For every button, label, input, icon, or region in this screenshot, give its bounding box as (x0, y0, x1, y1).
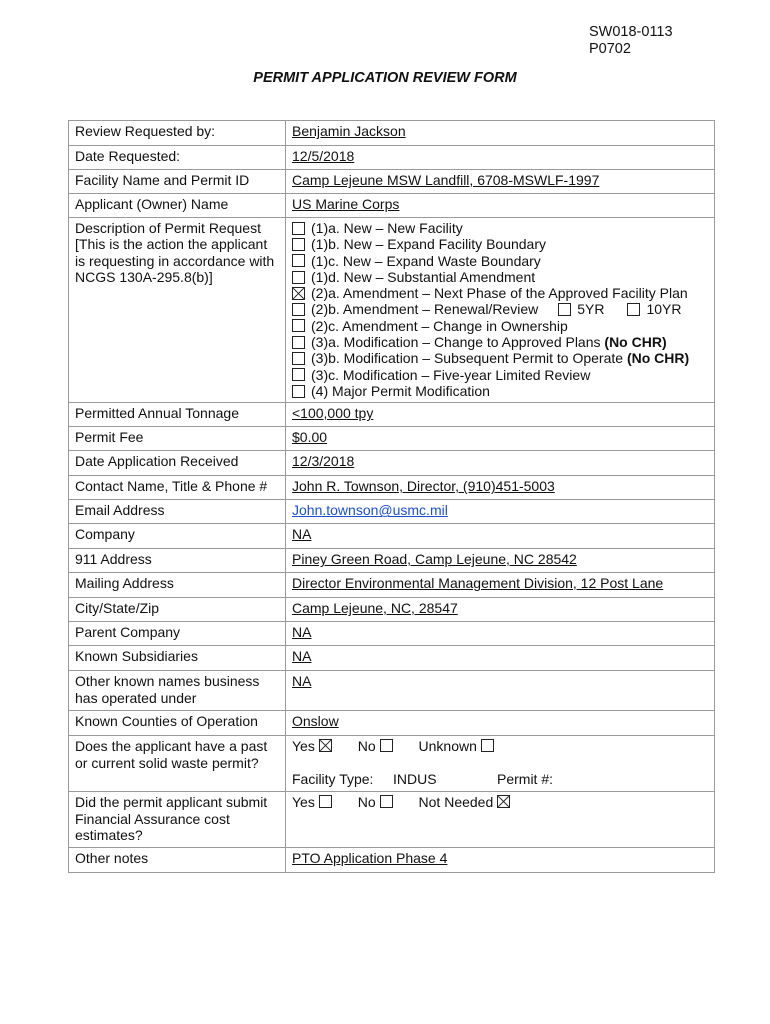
table-row (69, 573, 715, 598)
row-value (286, 524, 715, 549)
row-label: Did the permit applicant submit Financial Assurance cost estimates? (69, 792, 286, 848)
option-10yr-label: 10YR (646, 301, 682, 318)
permit-option-label: (1)b. New – Expand Facility Boundary (311, 236, 546, 253)
table-row (69, 622, 715, 646)
row-value (286, 549, 715, 573)
row-label: 911 Address (69, 549, 286, 573)
other-names-value: NA (292, 673, 312, 690)
option-5yr-label: 5YR (577, 301, 605, 318)
row-value (286, 646, 715, 671)
row-label: Known Subsidiaries (69, 646, 286, 671)
permit-option-label: (3)c. Modification – Five-year Limited Review (311, 366, 591, 383)
permit-option-8[interactable] (292, 334, 708, 350)
mailing-address-value: Director Environmental Management Division, 12 Post Lane (292, 575, 664, 592)
row-label: Date Application Received (69, 451, 286, 476)
row-label: Parent Company (69, 622, 286, 646)
row-label: Contact Name, Title & Phone # (69, 476, 286, 500)
row-value (286, 598, 715, 622)
no-chr-note: (No CHR) (626, 350, 690, 367)
no-chr-note: (No CHR) (604, 334, 667, 351)
financial-no-checkbox[interactable] (380, 795, 393, 808)
financial-yes-option[interactable]: Yes (292, 794, 332, 810)
permit-option-10[interactable] (292, 367, 708, 383)
row-label: Email Address (69, 500, 286, 524)
row-label: City/State/Zip (69, 598, 286, 622)
permit-option-4[interactable] (292, 269, 708, 285)
table-row (69, 194, 715, 218)
city-state-zip-value: Camp Lejeune, NC, 28547 (292, 600, 458, 617)
facility-type-value: INDUS (393, 770, 437, 787)
past-permit-unknown-option[interactable]: Unknown (419, 738, 494, 754)
date-requested-value: 12/5/2018 (292, 148, 355, 164)
row-value (286, 476, 715, 500)
counties-value: Onslow (292, 713, 339, 730)
review-form-table (68, 120, 715, 873)
address-911-value: Piney Green Road, Camp Lejeune, NC 28542 (292, 551, 577, 568)
table-row (69, 524, 715, 549)
row-label: Known Counties of Operation (69, 711, 286, 736)
row-value (286, 573, 715, 598)
row-value (286, 403, 715, 427)
applicant-name-value: US Marine Corps (292, 196, 400, 212)
row-value (286, 622, 715, 646)
permit-option-1[interactable] (292, 220, 708, 236)
checkbox[interactable] (292, 368, 305, 381)
tonnage-value: <100,000 tpy (292, 405, 374, 422)
row-label: Other known names business has operated under (69, 671, 286, 711)
table-row (69, 403, 715, 427)
table-row (69, 848, 715, 873)
document-reference (589, 24, 673, 58)
page-title: PERMIT APPLICATION REVIEW FORM (253, 70, 517, 86)
checkbox[interactable] (292, 271, 305, 284)
permit-option-5[interactable] (292, 285, 708, 301)
document-subid: P0702 (589, 41, 631, 57)
checkbox[interactable] (292, 303, 305, 316)
permit-option-label: (2)a. Amendment – Next Phase of the Approved Facility Plan (311, 285, 688, 302)
row-label: Description of Permit Request [This is the action the applicant is requesting in accordance with NCGS 130A-295.8(b)] (69, 218, 286, 403)
past-permit-no-checkbox[interactable] (380, 739, 393, 752)
permit-fee-value: $0.00 (292, 429, 328, 446)
document-id: SW018-0113 (589, 24, 673, 40)
row-value (286, 121, 715, 146)
email-link[interactable]: John.townson@usmc.mil (292, 502, 448, 519)
financial-yes-checkbox[interactable] (319, 795, 332, 808)
row-label: Date Requested: (69, 146, 286, 170)
row-label: Permitted Annual Tonnage (69, 403, 286, 427)
row-value (286, 427, 715, 451)
table-row (69, 500, 715, 524)
permit-option-6[interactable] (292, 301, 708, 317)
permit-option-9[interactable] (292, 350, 708, 366)
permit-option-label: (1)c. New – Expand Waste Boundary (311, 252, 541, 269)
table-row (69, 451, 715, 476)
row-label: Other notes (69, 848, 286, 873)
past-permit-yes-option[interactable]: Yes (292, 738, 332, 754)
table-row (69, 711, 715, 736)
checkbox[interactable] (292, 222, 305, 235)
table-row (69, 646, 715, 671)
checkbox[interactable] (292, 238, 305, 251)
checkbox[interactable] (292, 287, 305, 300)
table-row (69, 736, 715, 792)
facility-type-label: Facility Type: (292, 770, 374, 787)
permit-option-label: (3)b. Modification – Subsequent Permit to Operate (311, 350, 627, 367)
past-permit-unknown-checkbox[interactable] (481, 739, 494, 752)
financial-not-needed-checkbox[interactable] (497, 795, 510, 808)
row-value (286, 500, 715, 524)
permit-option-label: (2)c. Amendment – Change in Ownership (311, 317, 568, 334)
row-label: Mailing Address (69, 573, 286, 598)
checkbox[interactable] (292, 336, 305, 349)
table-row (69, 549, 715, 573)
company-value: NA (292, 526, 312, 543)
row-value (286, 451, 715, 476)
row-value (286, 146, 715, 170)
permit-option-2[interactable] (292, 236, 708, 252)
checkbox[interactable] (292, 254, 305, 267)
row-label: Facility Name and Permit ID (69, 170, 286, 194)
table-row (69, 121, 715, 146)
row-value (286, 194, 715, 218)
table-row (69, 792, 715, 848)
row-value (286, 671, 715, 711)
past-permit-answers (286, 736, 715, 792)
table-row (69, 598, 715, 622)
date-received-value: 12/3/2018 (292, 453, 355, 470)
row-value (286, 170, 715, 194)
table-row (69, 427, 715, 451)
table-row (69, 671, 715, 711)
financial-no-option[interactable]: No (358, 794, 393, 810)
permit-request-options (286, 218, 715, 403)
permit-option-3[interactable] (292, 253, 708, 269)
row-value (286, 848, 715, 873)
table-row (69, 476, 715, 500)
checkbox[interactable] (292, 352, 305, 365)
table-row (69, 146, 715, 170)
reviewer-name: Benjamin Jackson (292, 123, 406, 139)
permit-option-11[interactable] (292, 383, 708, 399)
past-permit-no-option[interactable]: No (358, 738, 393, 754)
checkbox-10yr[interactable] (627, 303, 640, 316)
checkbox-5yr[interactable] (558, 303, 571, 316)
row-label: Company (69, 524, 286, 549)
row-value (286, 711, 715, 736)
financial-assurance-answers (286, 792, 715, 848)
permit-option-label: (1)a. New – New Facility (311, 220, 463, 236)
permit-option-label: (4) Major Permit Modification (311, 382, 490, 399)
permit-option-label: (1)d. New – Substantial Amendment (311, 268, 536, 285)
checkbox[interactable] (292, 319, 305, 332)
row-label: Review Requested by: (69, 121, 286, 146)
table-row (69, 170, 715, 194)
other-notes-value: PTO Application Phase 4 (292, 850, 448, 867)
row-label: Permit Fee (69, 427, 286, 451)
table-row (69, 218, 715, 403)
contact-value: John R. Townson, Director, (910)451-5003 (292, 478, 555, 495)
row-label: Applicant (Owner) Name (69, 194, 286, 218)
permit-option-label: (2)b. Amendment – Renewal/Review (311, 301, 539, 318)
financial-not-needed-option[interactable]: Not Needed (419, 794, 511, 810)
parent-company-value: NA (292, 624, 312, 641)
row-label: Does the applicant have a past or current solid waste permit? (69, 736, 286, 792)
permit-option-7[interactable] (292, 318, 708, 334)
permit-number-label: Permit #: (497, 770, 554, 787)
facility-name-value: Camp Lejeune MSW Landfill, 6708-MSWLF-1997 (292, 172, 600, 188)
past-permit-yes-checkbox[interactable] (319, 739, 332, 752)
checkbox[interactable] (292, 385, 305, 398)
subsidiaries-value: NA (292, 648, 312, 665)
permit-option-label: (3)a. Modification – Change to Approved Plans (311, 334, 605, 351)
